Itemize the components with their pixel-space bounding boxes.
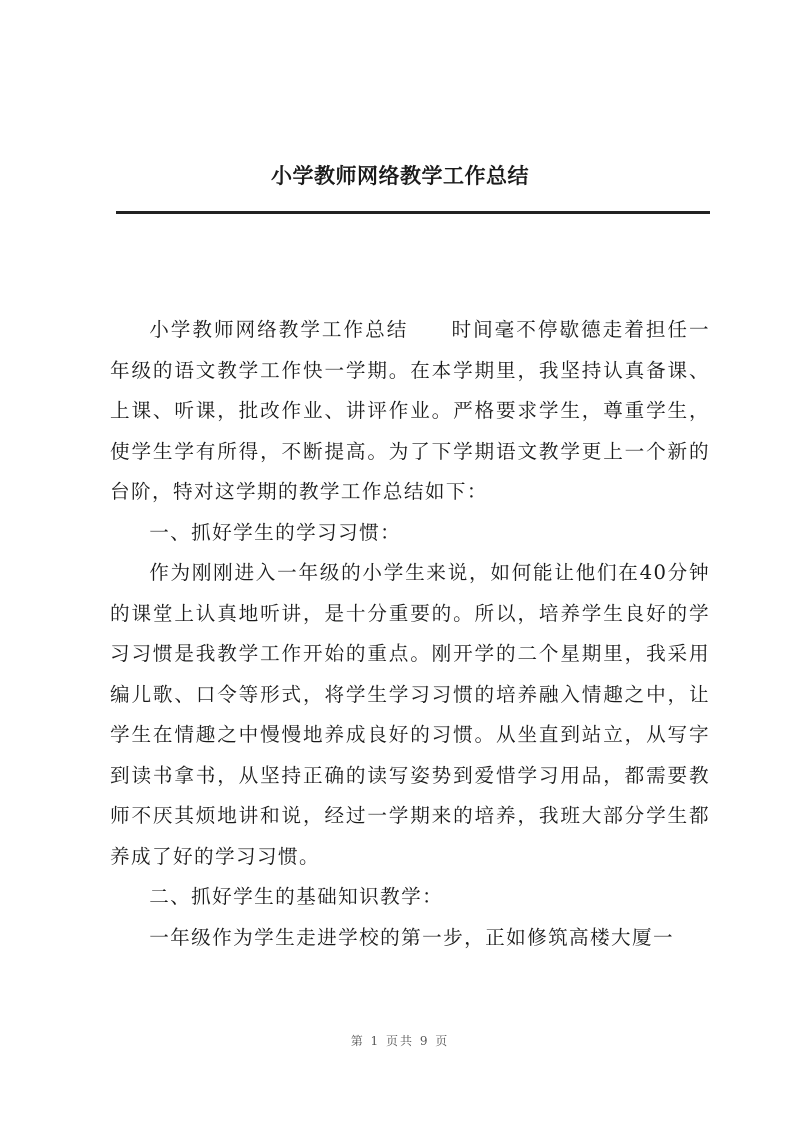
title-underline	[116, 211, 710, 214]
paragraph-basics: 一年级作为学生走进学校的第一步，正如修筑高楼大厦一	[149, 925, 675, 949]
section-heading-1: 一、抓好学生的学习习惯：	[149, 520, 402, 544]
paragraph-habits: 作为刚刚进入一年级的小学生来说，如何能让他们在40分钟的课堂上认真地听讲，是十分重要的。所以，培养学生良好的学习习惯是我教学工作开始的重点。刚开学的二个星期里，我采用编儿歌、口令等形式，将学生学习习惯的培养融入情趣之中，让学生在情趣之中慢慢地养成良好的习惯。从坐直到站立，从写字到读书拿书，从坚持正确的读写姿势到爱惜学习用品，都需要教师不厌其烦地讲和说，经过一学期来的培养，我班大部分学生都养成了好的学习习惯。	[110, 561, 710, 868]
paragraph-intro: 小学教师网络教学工作总结 时间毫不停歇德走着担任一年级的语文教学工作快一学期。在本学期里，我坚持认真备课、上课、听课，批改作业、讲评作业。严格要求学生，尊重学生，使学生学有所得，不断提高。为了下学期语文教学更上一个新的台阶，特对这学期的教学工作总结如下：	[110, 318, 710, 503]
section-heading-2: 二、抓好学生的基础知识教学：	[149, 885, 444, 908]
page-footer: 第 1 页共 9 页	[350, 1034, 450, 1048]
document-title: 小学教师网络教学工作总结	[271, 163, 529, 188]
document-body	[110, 310, 710, 958]
